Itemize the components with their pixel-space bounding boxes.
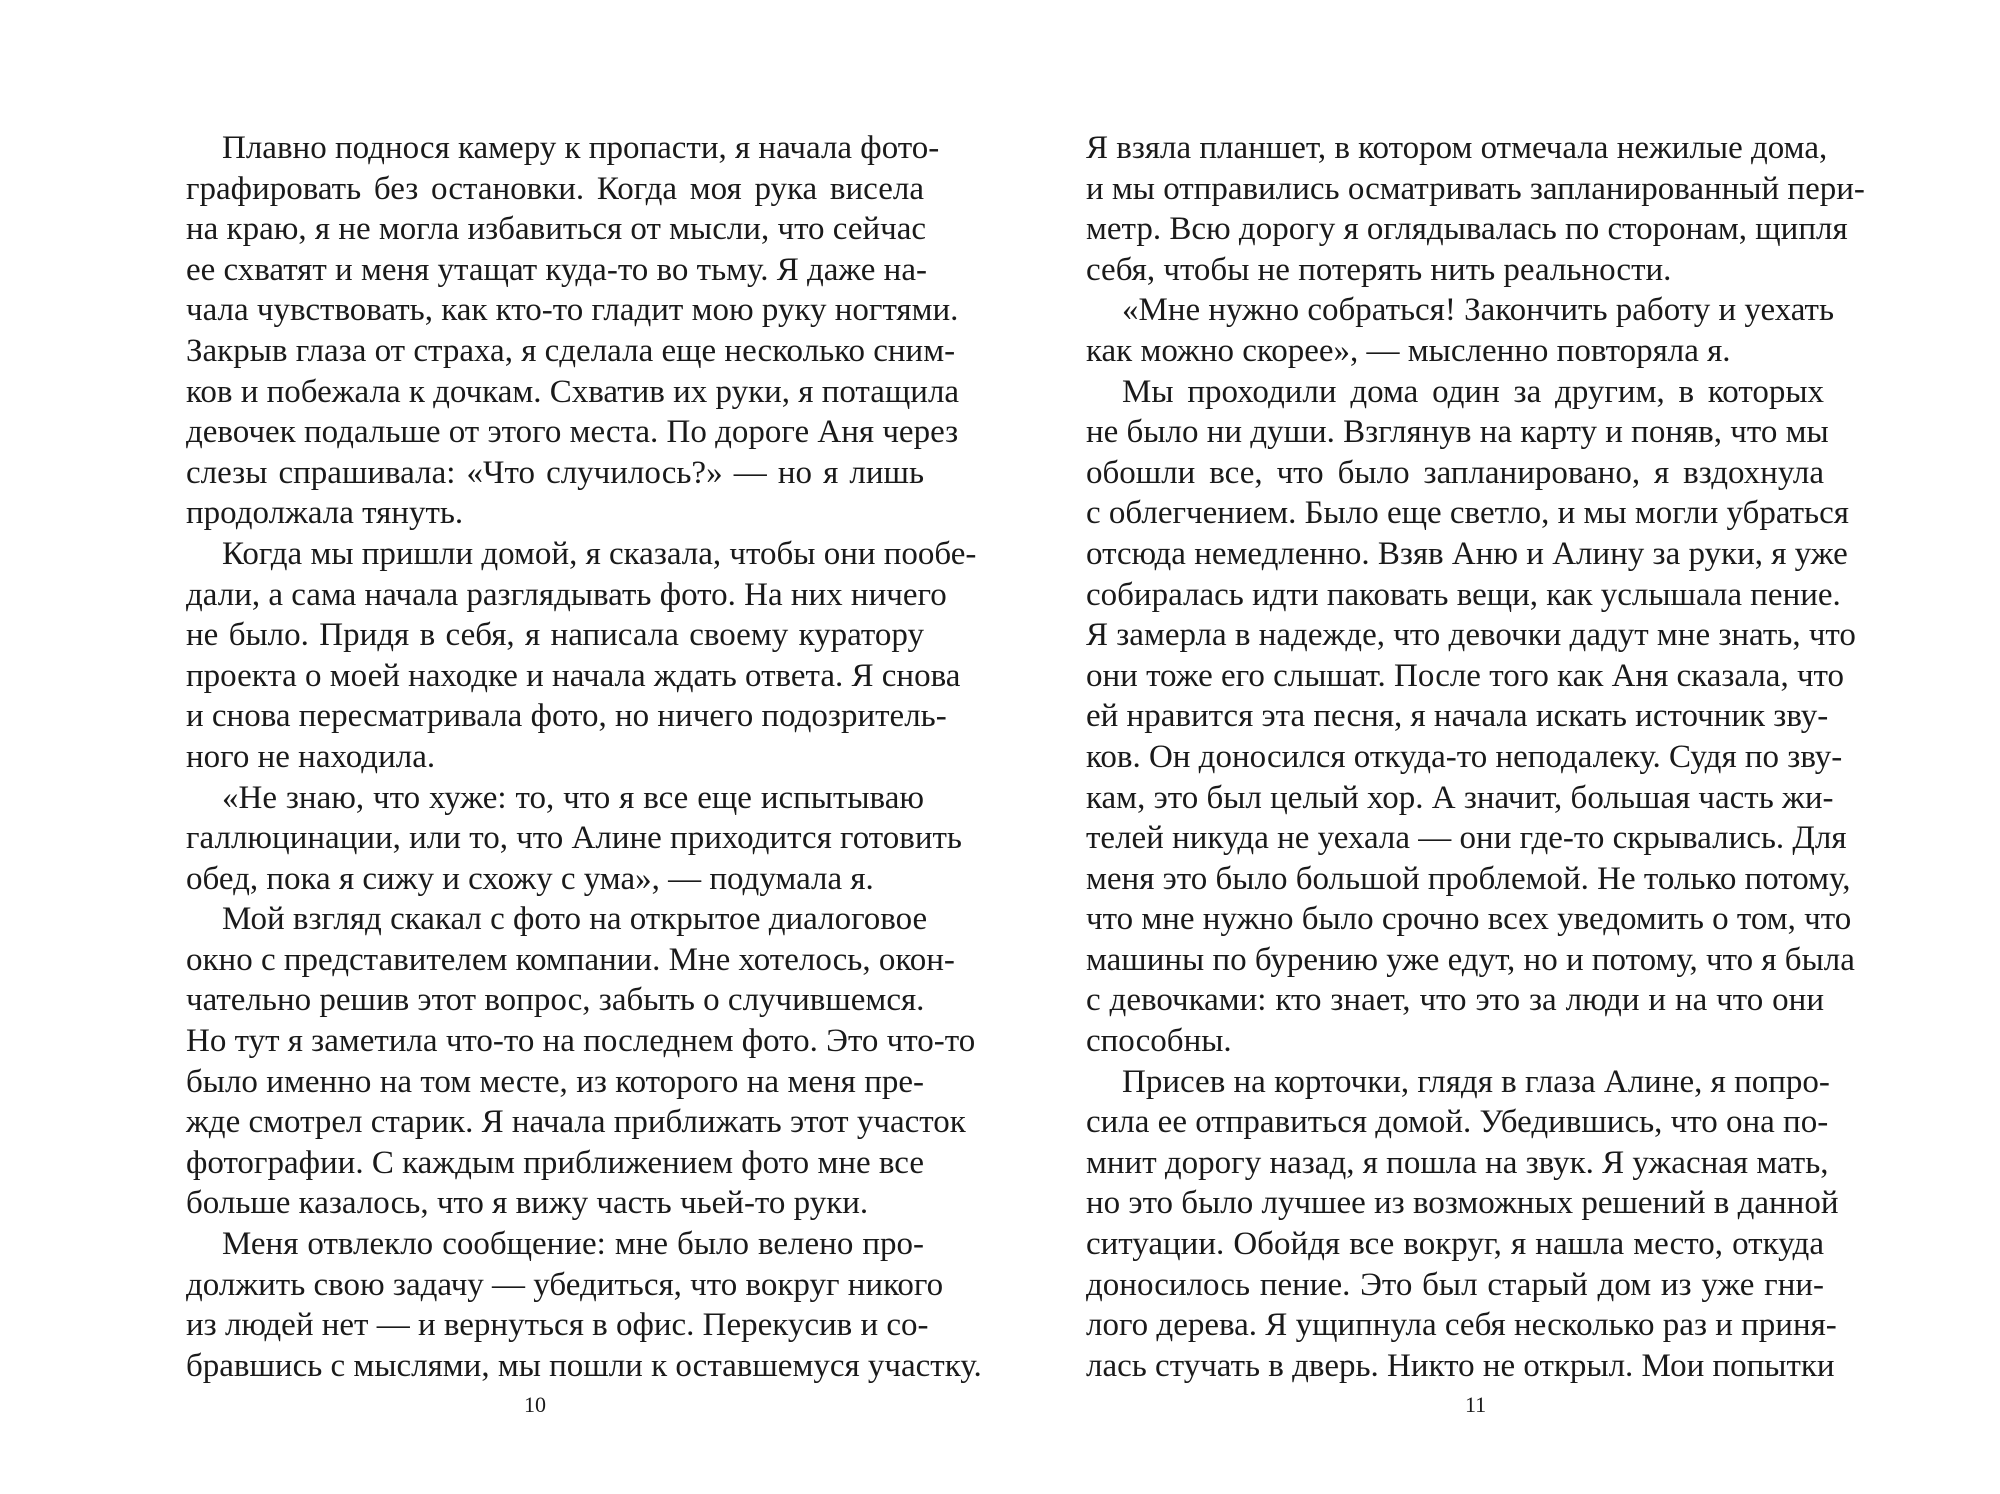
right-page-text	[1086, 128, 1865, 1386]
text-line: продолжала тянуть.	[186, 495, 464, 532]
text-line: кам, это был целый хор. А значит, большая часть жи-	[1086, 779, 1834, 816]
text-line: бравшись с мыслями, мы пошли к оставшемуся участку.	[186, 1347, 982, 1384]
text-line: Закрыв глаза от страха, я сделала еще несколько сним-	[186, 332, 956, 369]
text-line: ного не находила.	[186, 738, 436, 775]
text-line: Меня отвлекло сообщение: мне было велено про-	[222, 1226, 924, 1263]
right-page-number: 11	[1465, 1392, 1487, 1417]
text-line: должить свою задачу — убедиться, что вокруг никого	[186, 1266, 944, 1303]
left-page-number: 10	[524, 1392, 546, 1417]
text-line: Когда мы пришли домой, я сказала, чтобы они пообе-	[222, 535, 977, 572]
text-line: «Мне нужно собраться! Закончить работу и уехать	[1122, 292, 1835, 329]
text-line: обед, пока я сижу и схожу с ума», — подумала я.	[186, 860, 874, 897]
text-line: и мы отправились осматривать запланированный пери-	[1086, 170, 1865, 207]
text-line: обошли все, что было запланировано, я вздохнула	[1086, 454, 1824, 491]
text-line: как можно скорее», — мысленно повторяла я.	[1086, 332, 1731, 369]
text-line: не было. Придя в себя, я написала своему куратору	[186, 617, 924, 654]
text-line: сила ее отправиться домой. Убедившись, что она по-	[1086, 1104, 1829, 1141]
text-line: телей никуда не уехала — они где-то скрывались. Для	[1086, 820, 1847, 857]
text-line: Присев на корточки, глядя в глаза Алине, я попро-	[1122, 1063, 1830, 1100]
text-line: с облегчением. Было еще светло, и мы могли убраться	[1086, 495, 1849, 532]
text-line: но это было лучшее из возможных решений в данной	[1086, 1185, 1839, 1222]
text-line: с девочками: кто знает, что это за люди и на что они	[1086, 982, 1824, 1019]
text-line: лого дерева. Я ущипнула себя несколько раз и приня-	[1086, 1307, 1837, 1344]
text-line: собиралась идти паковать вещи, как услышала пение.	[1086, 576, 1841, 613]
text-line: девочек подальше от этого места. По дороге Аня через	[186, 414, 959, 451]
text-line: дали, а сама начала разглядывать фото. На них ничего	[186, 576, 947, 613]
text-line: метр. Всю дорогу я оглядывалась по сторонам, щипля	[1086, 211, 1848, 248]
text-line: Но тут я заметила что-то на последнем фото. Это что-то	[186, 1023, 976, 1060]
text-line: Плавно поднося камеру к пропасти, я начала фото-	[222, 130, 940, 166]
text-line: Я замерла в надежде, что девочки дадут мне знать, что	[1086, 617, 1856, 654]
text-line: больше казалось, что я вижу часть чьей-то руки.	[186, 1185, 869, 1222]
right-page	[1000, 0, 2000, 1494]
text-line: ситуации. Обойдя все вокруг, я нашла место, откуда	[1086, 1226, 1824, 1263]
text-line: Мы проходили дома один за другим, в которых	[1122, 373, 1824, 410]
text-line: что мне нужно было срочно всех уведомить о том, что	[1086, 901, 1852, 938]
text-line: не было ни души. Взглянув на карту и поняв, что мы	[1086, 414, 1829, 451]
text-line: способны.	[1086, 1023, 1232, 1060]
text-line: мнит дорогу назад, я пошла на звук. Я ужасная мать,	[1086, 1144, 1829, 1181]
text-line: было именно на том месте, из которого на меня пре-	[186, 1063, 924, 1100]
left-page-text	[186, 128, 982, 1386]
text-line: они тоже его слышат. После того как Аня сказала, что	[1086, 657, 1845, 694]
text-line: из людей нет — и вернуться в офис. Перекусив и со-	[186, 1307, 929, 1344]
text-line: фотографии. С каждым приближением фото мне все	[186, 1144, 924, 1181]
text-line: лась стучать в дверь. Никто не открыл. Мои попытки	[1086, 1347, 1835, 1384]
text-line: ее схватят и меня утащат куда-то во тьму. Я даже на-	[186, 251, 927, 288]
text-line: ей нравится эта песня, я начала искать источник зву-	[1086, 698, 1829, 735]
text-line: окно с представителем компании. Мне хотелось, окон-	[186, 941, 955, 978]
text-line: машины по бурению уже едут, но и потому, что я была	[1086, 941, 1855, 978]
text-line: слезы спрашивала: «Что случилось?» — но я лишь	[186, 454, 924, 491]
text-line: доносилось пение. Это был старый дом из уже гни-	[1086, 1266, 1824, 1303]
text-line: графировать без остановки. Когда моя рука висела	[186, 170, 924, 207]
text-line: «Не знаю, что хуже: то, что я все еще испытываю	[222, 779, 924, 816]
text-line: на краю, я не могла избавиться от мысли, что сейчас	[186, 211, 927, 248]
text-line: Мой взгляд скакал с фото на открытое диалоговое	[222, 901, 928, 938]
text-line: чала чувствовать, как кто-то гладит мою руку ногтями.	[186, 292, 959, 329]
text-line: галлюцинации, или то, что Алине приходится готовить	[186, 820, 962, 857]
text-line: проекта о моей находке и начала ждать ответа. Я снова	[186, 657, 961, 694]
text-line: ков и побежала к дочкам. Схватив их руки, я потащила	[186, 373, 960, 410]
text-line: и снова пересматривала фото, но ничего подозритель-	[186, 698, 947, 735]
text-line: себя, чтобы не потерять нить реальности.	[1086, 251, 1672, 288]
text-line: Я взяла планшет, в котором отмечала нежилые дома,	[1086, 130, 1828, 166]
text-line: жде смотрел старик. Я начала приближать этот участок	[186, 1104, 966, 1141]
text-line: меня это было большой проблемой. Не только потому,	[1086, 860, 1851, 897]
text-line: ков. Он доносился откуда-то неподалеку. Судя по зву-	[1086, 738, 1843, 775]
text-line: чательно решив этот вопрос, забыть о случившемся.	[186, 982, 925, 1019]
text-line: отсюда немедленно. Взяв Аню и Алину за руки, я уже	[1086, 535, 1848, 572]
